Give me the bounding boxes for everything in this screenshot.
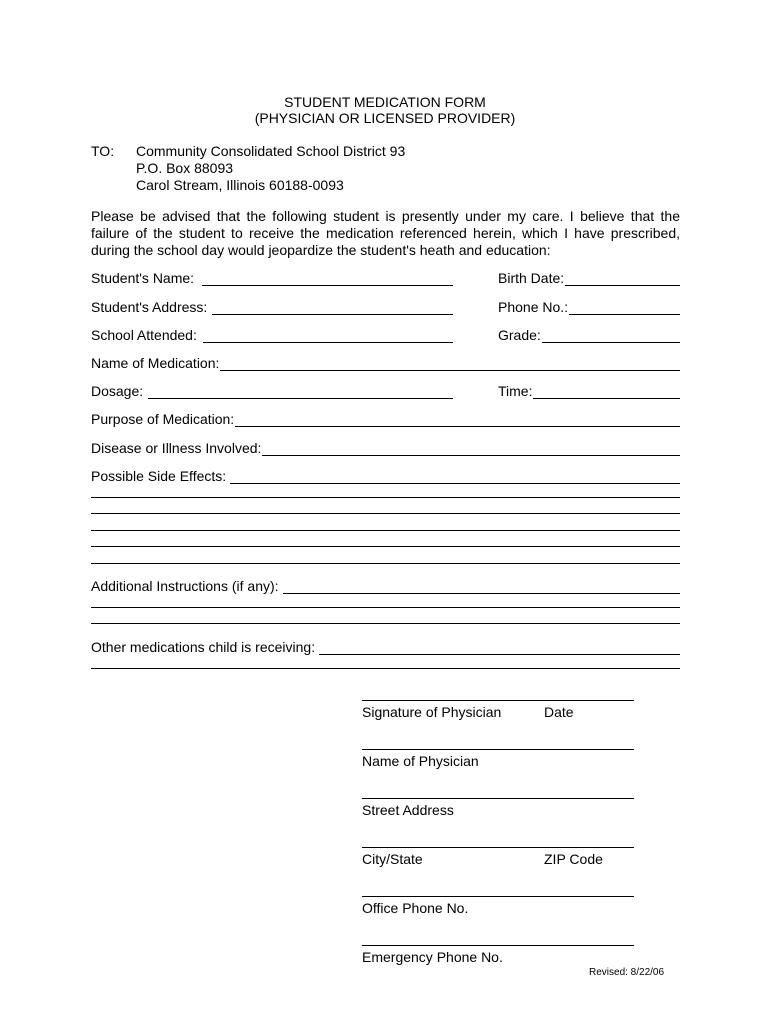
city-state-label: City/State	[362, 851, 423, 867]
physician-name-label: Name of Physician	[362, 753, 479, 769]
disease-line[interactable]	[262, 440, 680, 456]
phone-label: Phone No.:	[498, 299, 569, 315]
time-label: Time:	[498, 383, 533, 399]
grade-field[interactable]	[498, 325, 680, 343]
other-medications-extra-line[interactable]	[91, 668, 680, 669]
form-subtitle: (PHYSICIAN OR LICENSED PROVIDER)	[254, 110, 516, 126]
medication-name-field[interactable]	[91, 353, 680, 371]
street-address-line[interactable]	[362, 798, 634, 799]
time-line[interactable]	[533, 383, 680, 399]
dosage-field[interactable]	[91, 381, 453, 399]
medication-name-label: Name of Medication:	[91, 355, 220, 371]
recipient-line-3: Carol Stream, Illinois 60188-0093	[136, 177, 344, 193]
additional-instructions-field[interactable]	[91, 576, 680, 594]
student-address-label: Student's Address:	[91, 299, 208, 315]
recipient-line-2: P.O. Box 88093	[136, 160, 234, 176]
side-effects-label: Possible Side Effects:	[91, 468, 227, 484]
purpose-label: Purpose of Medication:	[91, 411, 235, 427]
birth-date-field[interactable]	[498, 268, 680, 286]
form-title: STUDENT MEDICATION FORM	[284, 94, 486, 110]
office-phone-line[interactable]	[362, 896, 634, 897]
additional-instructions-extra-line[interactable]	[91, 607, 680, 608]
birth-date-label: Birth Date:	[498, 270, 565, 286]
side-effects-extra-line[interactable]	[91, 513, 680, 514]
physician-name-line[interactable]	[362, 749, 634, 750]
date-label: Date	[544, 704, 574, 720]
school-attended-line[interactable]	[203, 327, 453, 343]
emergency-phone-line[interactable]	[362, 945, 634, 946]
purpose-field[interactable]	[91, 409, 680, 427]
other-medications-line[interactable]	[319, 639, 680, 655]
zip-code-label: ZIP Code	[544, 851, 603, 867]
side-effects-line[interactable]	[230, 468, 680, 484]
grade-line[interactable]	[542, 327, 680, 343]
additional-instructions-extra-line[interactable]	[91, 623, 680, 624]
student-name-label: Student's Name:	[91, 270, 195, 286]
dosage-line[interactable]	[148, 383, 453, 399]
disease-label: Disease or Illness Involved:	[91, 440, 262, 456]
signature-line[interactable]	[362, 700, 634, 701]
dosage-label: Dosage:	[91, 383, 144, 399]
side-effects-extra-line[interactable]	[91, 530, 680, 531]
additional-instructions-label: Additional Instructions (if any):	[91, 578, 279, 594]
disease-field[interactable]	[91, 438, 680, 456]
student-address-line[interactable]	[212, 299, 453, 315]
time-field[interactable]	[498, 381, 680, 399]
side-effects-extra-line[interactable]	[91, 497, 680, 498]
birth-date-line[interactable]	[565, 270, 680, 286]
medication-name-line[interactable]	[220, 355, 680, 371]
phone-line[interactable]	[569, 299, 680, 315]
additional-instructions-line[interactable]	[283, 578, 680, 594]
to-label: TO:	[91, 143, 115, 159]
revised-date: Revised: 8/22/06	[589, 967, 665, 978]
statement-paragraph: Please be advised that the following student is presently under my care. I believe that the failure of the student to receive the medication referenced herein, which I have prescribed, during the school day would jeopardize the student's heath and education:	[91, 208, 680, 258]
office-phone-label: Office Phone No.	[362, 900, 469, 916]
school-attended-field[interactable]	[91, 325, 453, 343]
school-attended-label: School Attended:	[91, 327, 197, 343]
side-effects-extra-line[interactable]	[91, 563, 680, 564]
student-address-field[interactable]	[91, 297, 453, 315]
student-name-line[interactable]	[202, 270, 453, 286]
purpose-line[interactable]	[235, 411, 680, 427]
other-medications-field[interactable]	[91, 637, 680, 655]
signature-label: Signature of Physician	[362, 704, 502, 720]
grade-label: Grade:	[498, 327, 541, 343]
student-name-field[interactable]	[91, 268, 453, 286]
recipient-line-1: Community Consolidated School District 93	[136, 143, 406, 159]
other-medications-label: Other medications child is receiving:	[91, 639, 316, 655]
street-address-label: Street Address	[362, 802, 454, 818]
emergency-phone-label: Emergency Phone No.	[362, 949, 503, 965]
side-effects-field[interactable]	[91, 466, 680, 484]
side-effects-extra-line[interactable]	[91, 546, 680, 547]
phone-field[interactable]	[498, 297, 680, 315]
city-state-line[interactable]	[362, 847, 634, 848]
